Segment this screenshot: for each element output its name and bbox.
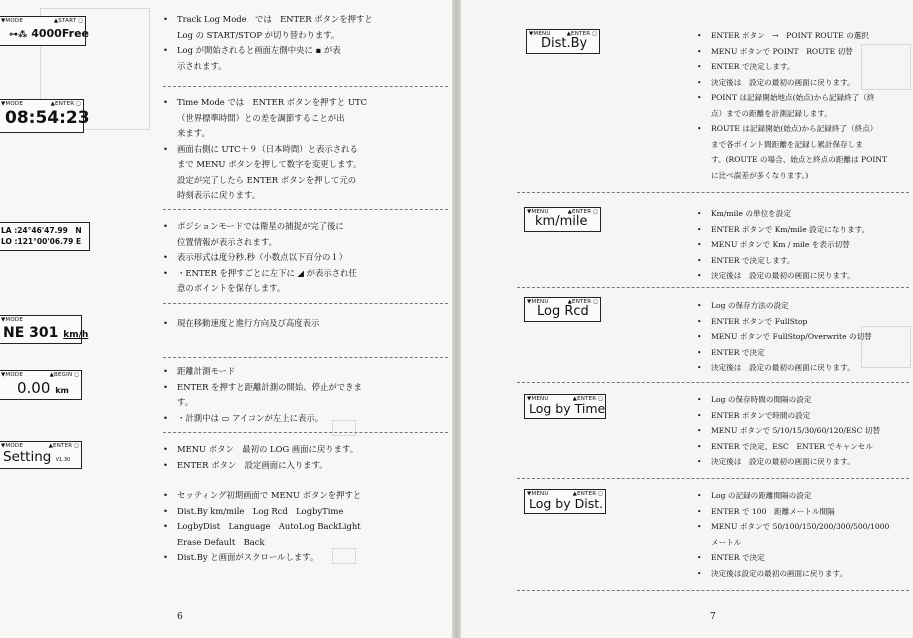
page-number: 7 bbox=[710, 612, 716, 622]
list-item: Erase Default Back bbox=[177, 536, 265, 547]
list-item: • ポジションモードでは衛星の捕捉が完了後に bbox=[163, 219, 448, 235]
bullet-list bbox=[163, 95, 448, 204]
list-item: • 決定後は 設定の最初の画面に戻ります。 bbox=[697, 360, 909, 376]
list-item: • Log の保存方法の設定 bbox=[697, 298, 909, 314]
list-item: • ENTER ボタンで Km/mile 設定になります。 bbox=[697, 222, 909, 238]
list-item: • MENU ボタンで 50/100/150/200/300/500/1000 bbox=[697, 519, 909, 535]
divider bbox=[163, 432, 448, 433]
divider bbox=[517, 192, 909, 193]
list-item: 設定が完了したら ENTER ボタンを押して元の bbox=[177, 174, 357, 185]
bullet-list bbox=[163, 219, 448, 297]
list-item: • MENU ボタンで POINT ROUTE 切替 bbox=[697, 44, 909, 60]
lcd-main-text: Dist.By bbox=[541, 36, 588, 51]
divider bbox=[517, 590, 909, 591]
list-item: • ENTER で決定します。 bbox=[697, 59, 909, 75]
lcd-main-text: Log by Time bbox=[529, 401, 606, 416]
divider bbox=[517, 478, 909, 479]
lcd-main-text: Log Rcd bbox=[537, 304, 589, 319]
list-item: • 決定後は 設定の最初の画面に戻ります。 bbox=[697, 75, 909, 91]
list-item: • MENU ボタンで Km / mile を表示切替 bbox=[697, 237, 909, 253]
list-item: す。 bbox=[177, 397, 194, 407]
list-item: 時刻表示に戻ります。 bbox=[177, 190, 261, 200]
list-item: • ENTER で決定 bbox=[697, 345, 909, 361]
list-item: Log の START/STOP が切り替わります。 bbox=[177, 29, 340, 40]
lcd-main-text: NE 301 bbox=[3, 325, 59, 341]
lcd-main-text: Setting bbox=[3, 449, 52, 465]
list-item: • ENTER で決定 bbox=[697, 550, 909, 566]
page-number: 6 bbox=[177, 612, 183, 622]
lcd-main-text: 4000Free bbox=[31, 27, 89, 40]
list-item: • Km/mile の単位を設定 bbox=[697, 206, 909, 222]
lcd-setting: ▼MODE ▲ENTER ◻︎ Setting V1.30 bbox=[0, 441, 82, 469]
list-item: 位置情報が表示されます。 bbox=[177, 236, 277, 247]
lcd-line-lat: LA :24°46'47.99 N bbox=[1, 226, 82, 235]
lcd-log-rcd: ▼MENU ▲ENTER ◻︎ Log Rcd bbox=[524, 297, 601, 322]
list-item: メートル bbox=[711, 537, 742, 547]
list-item: （世界標準時間）との差を調節することが出 bbox=[177, 112, 345, 123]
list-item: 点）までの距離を計測記録します。 bbox=[711, 108, 832, 118]
list-item: まで各ポイント間距離を記録し累計保存しま bbox=[711, 139, 863, 149]
list-item: • POINT は記録開始地点(始点)から記録終了（終 bbox=[697, 90, 909, 106]
lcd-line-lon: LO :121°00'06.79 E bbox=[1, 237, 82, 246]
lcd-km-mile: ▼MENU ▲ENTER ◻︎ km/mile bbox=[524, 207, 601, 232]
list-item: • 決定後は 設定の最初の画面に戻ります。 bbox=[697, 454, 909, 470]
list-item: • ・ENTER を押すごとに左下に ◢ が表示され任 bbox=[163, 266, 448, 282]
list-item: • MENU ボタン 最初の LOG 画面に戻ります。 bbox=[163, 442, 448, 458]
lcd-main-text: Log by Dist. bbox=[529, 496, 604, 511]
list-item: • 現在移動速度と進行方向及び高度表示 bbox=[163, 316, 448, 332]
lcd-distance: ▼MODE ▲BEGIN ◻︎ 0.00 km bbox=[0, 370, 82, 400]
right-page bbox=[461, 0, 913, 638]
list-item: • Log の保存時間の間隔の設定 bbox=[697, 392, 909, 408]
lcd-unit: km/h bbox=[63, 330, 89, 340]
lcd-main-text: 08:54:23 bbox=[5, 108, 90, 128]
list-item: • ENTER ボタンで時間の設定 bbox=[697, 408, 909, 424]
list-item: • ENTER ボタン 設定画面に入ります。 bbox=[163, 458, 448, 474]
bullet-list bbox=[697, 298, 909, 376]
bullet-list bbox=[697, 392, 909, 470]
list-item: • ROUTE は記録開始(始点)から記録終了（終点） bbox=[697, 121, 909, 137]
divider bbox=[517, 382, 909, 383]
list-item: • ENTER で決定、ESC ENTER でキャンセル bbox=[697, 439, 909, 455]
bullet-list bbox=[163, 12, 443, 74]
lcd-log-by-dist: ▼MENU ▲ENTER ◻︎ Log by Dist. bbox=[524, 489, 606, 514]
list-item: • 画面右側に UTC＋９（日本時間）と表示される bbox=[163, 142, 448, 158]
lcd-log-by-time: ▼MENU ▲ENTER ◻︎ Log by Time bbox=[524, 394, 606, 419]
list-item: • Dist.By と画面がスクロールします。 bbox=[163, 550, 448, 566]
bullet-list bbox=[163, 442, 448, 473]
list-item: • ENTER ボタンで FullStop bbox=[697, 314, 909, 330]
list-item: • ・計測中は ▭ アイコンが左上に表示。 bbox=[163, 411, 448, 427]
lcd-unit: km bbox=[55, 386, 69, 395]
bullet-list bbox=[697, 206, 909, 284]
list-item: まで MENU ボタンを押して数字を変更します。 bbox=[177, 159, 362, 169]
lcd-track-log: ▼MODE ▲START ◻︎ ⊶⁂ 4000Free bbox=[0, 16, 86, 46]
list-item: 来ます。 bbox=[177, 128, 210, 138]
bullet-list bbox=[163, 316, 448, 332]
lcd-main-text: 0.00 bbox=[17, 379, 51, 397]
bullet-list bbox=[163, 364, 448, 426]
divider bbox=[517, 287, 909, 288]
list-item: • Time Mode では ENTER ボタンを押すと UTC bbox=[163, 95, 448, 111]
list-item: • Log が開始されると画面左側中央に ▪ が表 bbox=[163, 43, 443, 59]
list-item: • セッティング初期画面で MENU ボタンを押すと bbox=[163, 488, 448, 504]
list-item: • ENTER を押すと距離計測の開始、停止ができま bbox=[163, 380, 448, 396]
lcd-dist-by: ▼MENU ▲ENTER ◻︎ Dist.By bbox=[526, 29, 600, 54]
lcd-main-text: km/mile bbox=[535, 214, 588, 229]
list-item: 示されます。 bbox=[177, 60, 227, 71]
list-item: 意のポイントを保存します。 bbox=[177, 283, 286, 293]
list-item: • ENTER ボタン → POINT ROUTE の選択 bbox=[697, 28, 909, 44]
lcd-time: ▼MODE ▲ENTER ◻︎ 08:54:23 bbox=[0, 99, 84, 133]
list-item: • 決定後は 設定の最初の画面に戻ります。 bbox=[697, 268, 909, 284]
lcd-version: V1.30 bbox=[55, 457, 71, 463]
bullet-list bbox=[697, 28, 909, 183]
footer-bullet-list bbox=[163, 488, 448, 566]
list-item: • Dist.By km/mile Log Rcd LogbyTime bbox=[163, 504, 448, 520]
list-item: • 決定後は設定の最初の画面に戻ります。 bbox=[697, 566, 909, 582]
lcd-position bbox=[0, 222, 90, 251]
list-item: • MENU ボタンで FullStop/Overwrite の切替 bbox=[697, 329, 909, 345]
list-item: • Track Log Mode では ENTER ボタンを押すと bbox=[163, 12, 443, 28]
list-item: • MENU ボタンで 5/10/15/30/60/120/ESC 切替 bbox=[697, 423, 909, 439]
lcd-speed: ▼MODE NE 301 km/h bbox=[0, 315, 82, 344]
list-item: • ENTER で 100 距離メートル間隔 bbox=[697, 504, 909, 520]
satellite-icon: ⊶⁂ bbox=[9, 30, 28, 40]
list-item: • LogbyDist Language AutoLog BackLight bbox=[163, 519, 448, 535]
list-item: す。(ROUTE の場合、始点と終点の距離は POINT bbox=[711, 155, 888, 164]
divider bbox=[163, 303, 448, 304]
divider bbox=[163, 209, 448, 210]
list-item: • Log の記録の距離間隔の設定 bbox=[697, 488, 909, 504]
list-item: に比べ誤差が多くなります。) bbox=[711, 170, 809, 180]
divider bbox=[163, 86, 448, 87]
list-item: • 距離計測モード bbox=[163, 364, 448, 380]
left-page bbox=[0, 0, 452, 638]
list-item: • ENTER で決定します。 bbox=[697, 253, 909, 269]
list-item: • 表示形式は度分秒.秒（小数点以下百分の１） bbox=[163, 250, 448, 266]
bullet-list bbox=[697, 488, 909, 581]
book-gutter bbox=[452, 0, 461, 638]
divider bbox=[163, 357, 448, 358]
